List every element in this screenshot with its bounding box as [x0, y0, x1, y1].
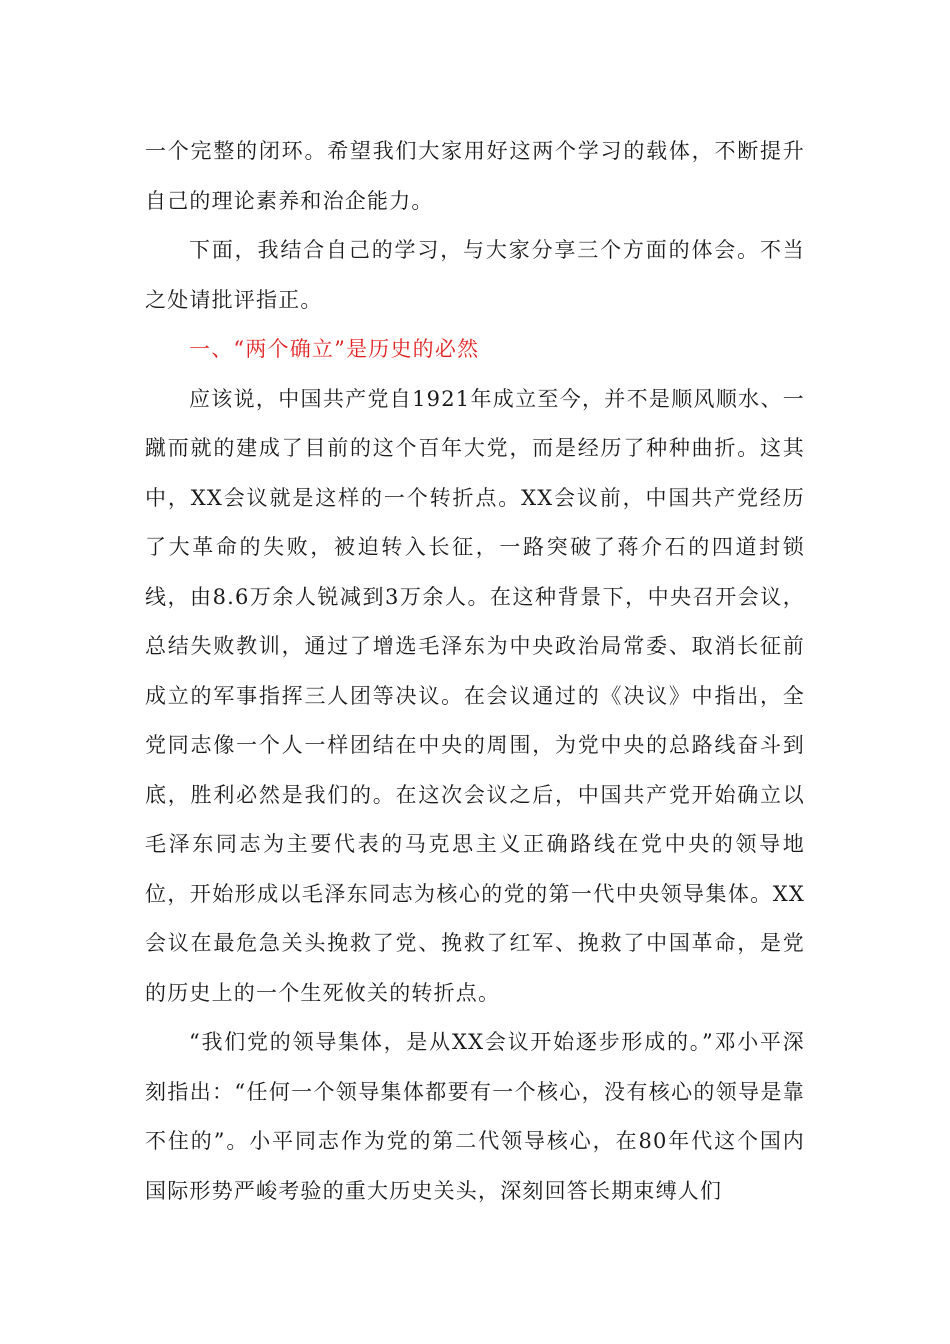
paragraph-history-turning-point: 应该说，中国共产党自1921年成立至今，并不是顺风顺水、一蹴而就的建成了目前的这个百年大党，而是经历了种种曲折。这其中，XX会议就是这样的一个转折点。XX会议前，中国共产党经历了大革命的失败，被迫转入长征，一路突破了蒋介石的四道封锁线，由8.6万余人锐减到3万余人。在这种背景下，中央召开会议，总结失败教训，通过了增选毛泽东为中央政治局常委、取消长征前成立的军事指挥三人团等决议。在会议通过的《决议》中指出，全党同志像一个人一样团结在中央的周围，为党中央的总路线奋斗到底，胜利必然是我们的。在这次会议之后，中国共产党开始确立以毛泽东同志为主要代表的马克思主义正确路线在党中央的领导地位，开始形成以毛泽东同志为核心的党的第一代中央领导集体。XX会议在最危急关头挽救了党、挽救了红军、挽救了中国革命，是党的历史上的一个生死攸关的转折点。: [145, 386, 805, 1005]
section-heading-one: 一、“两个确立”是历史的必然: [189, 337, 480, 361]
paragraph-leadership-core: “我们党的领导集体，是从XX会议开始逐步形成的。”邓小平深刻指出：“任何一个领导集体都要有一个核心，没有核心的领导是靠不住的”。小平同志作为党的第二代领导核心，在80年代这个国内国际形势严峻考验的重大历史关头，深刻回答长期束缚人们: [145, 1030, 805, 1203]
paragraph-share-experience: 下面，我结合自己的学习，与大家分享三个方面的体会。不当之处请批评指正。: [145, 238, 805, 312]
document-body: [145, 127, 805, 1216]
paragraph-closing-loop: 一个完整的闭环。希望我们大家用好这两个学习的载体，不断提升自己的理论素养和治企能力。: [145, 139, 805, 213]
